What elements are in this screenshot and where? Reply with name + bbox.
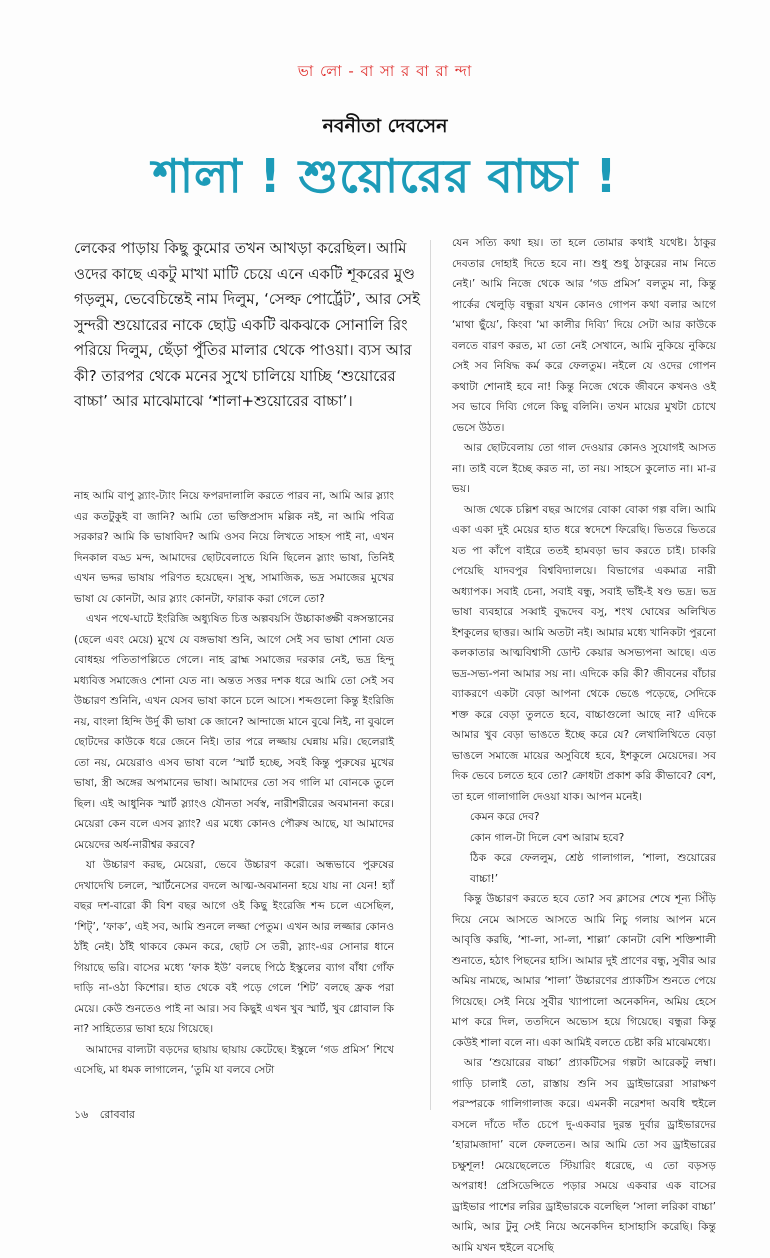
right-paragraph-5: আর ‘শুয়োরের বাচ্চা’ প্র্যাকটিসের গল্পটা আরেকটু লম্বা। গাড়ি চালাই তো, রাস্তায় শুনি সব ড্রাইভারেরা সারাক্ষণ পরস্পরকে গালিগালাজ করে। এমনকী নরেশদা অবধি হুইলে বসলে দাঁতে দাঁত চেপে দু-একবার দুরন্ত দুর্বার ড্রাইভারদের ‘হারামজাদা’ বলে ফেলতেন। আর আমি তো সব ড্রাইভারের চক্ষুশূল! মেয়েছেলেতে স্টিয়ারিং ধরেছে, এ তো বড়সড় অপরাধ! প্রেসিডেন্সিতে পড়ার সময়ে একবার এক বাসের ড্রাইভার পাশের লরির ড্রাইভারকে বলেছিল ‘সালা লরিকা বাচ্চা’ আমি, আর টুনু সেই নিয়ে অনেকদিন হাসাহাসি করেছি। কিন্তু আমি যখন হুইলে বসেছি — [452, 1057, 716, 1254]
intro-text: লেকের পাড়ায় কিছু কুমোর তখন আখড়া করেছিল। আমি ওদের কাছে একটু মাখা মাটি চেয়ে এনে একটি শূকরের মুণ্ড গড়লুম, ভেবেচিন্তেই নাম দিলুম, ‘সেল্ফ পোর্ট্রেট’, আর সেই সুন্দরী শুয়োরের নাকে ছোট্ট একটি ঝকঝকে সোনালি রিং পরিয়ে দিলুম, ছেঁড়া পুঁতির মালার থেকে পাওয়া। ব্যস আর কী? তারপর থেকে মনের সুখে চালিয়ে যাচ্ছি ‘শুয়োরের বাচ্চা’ আর মাঝেমাঝে ‘শালা+শুয়োরের বাচ্চা’। — [74, 239, 420, 410]
column-divider — [430, 240, 431, 1110]
right-dialog-2: কোন গাল-টা দিলে বেশ আরাম হবে? — [470, 831, 625, 844]
author-byline: নবনীতা দেবসেন — [322, 115, 448, 137]
article-headline: শালা ! শুয়োরের বাচ্চা ! — [152, 149, 618, 203]
page-number: ১৬ — [74, 1108, 89, 1121]
intro-paragraph — [74, 236, 430, 415]
page-footer — [74, 1106, 135, 1125]
section-label: ভা লো - বা সা র বা রা ন্দা — [297, 62, 473, 80]
left-column — [74, 486, 394, 1081]
left-paragraph-2: এখন পথে-ঘাটে ইংরিজি অধ্যুষিত চিত্ত অল্পবয়সি উচ্চাকাঙ্ক্ষী বঙ্গসন্তানের (ছেলে এবং মেয়ে) মুখে যে বঙ্গভাষা শুনি, আগে সেই সব ভাষা শোনা যেত বোধহয় পতিতাপল্লিতে গেলে। নাহ ব্রাহ্ম সমাজের দরকার নেই, ভদ্র হিন্দু মধ্যবিত্ত সমাজেও শোনা যেত না। অন্তত সত্তর দশক ধরে আমি তো সেই সব উচ্চারণ শুনিনি, এখন যেসব ভাষা কানে চলে আসে। শব্দগুলো কিন্তু ইংরিজি নয়, বাংলা হিন্দি উর্দু কী ভাষা কে জানে? আন্দাজে মানে বুঝে নিই, না বুঝলে ছোটদের কাউকে ধরে জেনে নিই। তার পরে লজ্জায় ঘেন্নায় মরি। ছেলেরাই তো নয়, মেয়েরাও এসব ভাষা বলে ‘স্মার্ট হচ্ছে, সবই কিন্তু পুরুষের মুখের ভাষা, স্ত্রী অঙ্গের অপমানের ভাষা। আমাদের তো সব গালি মা বোনকে তুলে ছিল। এই আধুনিক স্মার্ট স্ল্যাংও যৌনতা সর্বস্ব, নারীশরীরের অবমাননা করে। মেয়েরা কেন বলে এসব স্ল্যাং? এর মধ্যে কোনও পৌরুষ আছে, যা আমাদের মেয়েদের অর্ধ-নারীশ্বর করবে? — [74, 613, 394, 851]
right-paragraph-2: আর ছোটবেলায় তো গাল দেওয়ার কোনও সুযোগই আসত না। তাই বলে ইচ্ছে করত না, তা নয়। সাহসে কুলোত না। মা-র ভয়। — [452, 442, 716, 495]
right-column — [452, 233, 716, 1258]
publication-name: রোববার — [99, 1108, 135, 1121]
right-paragraph-4: কিন্তু উচ্চারণ করতে হবে তো? সব ক্লাসের শেষে শূন্য সিঁড়ি দিয়ে নেমে আসতে আসতে আমি নিচু গলায় আপন মনে আবৃত্তি করছি, ‘শা-লা, সা-লা, শাল্লা’ কোনটা বেশি শক্তিশালী শুনাতে, হঠাৎ পিছনের হাসি। আমার দুই প্রাণের বন্ধু, সুবীর আর অমিয় নামছে, আমার ‘শালা’ উচ্চারণের প্র্যাকটিস শুনতে পেয়ে গিয়েছে। সেই নিয়ে সুবীর খ্যাপালো অনেকদিন, অমিয় হেসে মাপ করে দিল, ততদিনে অভ্যেস হয়ে গিয়েছে। বন্ধুরা কিন্তু কেউই শালা বলে না। একা আমিই বলতে চেষ্টা করি মাঝেমধ্যে। — [452, 893, 716, 1049]
left-paragraph-1: নাহ আমি বাপু স্ল্যাং-ট্যাং নিয়ে ফপরদালালি করতে পারব না, আমি আর স্ল্যাং এর কতটুকুই বা জানি? আমি তো ভক্তিপ্রসাদ মল্লিক নই, না আমি পবিত্র সরকার? আমি কি ভাষাবিদ? আমি ওসব নিয়ে লিখতে সাহস পাই না, এখন দিনকাল বড্ড মন্দ, আমাদের ছোটবেলাতে যিনি ছিলেন স্ল্যাং ভাষা, তিনিই এখন ভদ্দর ভাষায় পরিণত হয়েছেন। সুস্থ, সামাজিক, ভদ্র সমাজের মুখের ভাষা যে কোনটা, আর স্ল্যাং কোনটা, ফারাক করা গেলে তো? — [74, 490, 394, 605]
right-paragraph-1: যেন সত্যি কথা হয়। তা হলে তোমার কথাই যথেষ্ট। ঠাকুর দেবতার দোহাই দিতে হবে না। শুধু শুধু ঠাকুরের নাম নিতে নেই।’ আমি নিজে থেকে আর ‘গড প্রমিস’ বলতুম না, কিন্তু পার্কের খেলুড়ি বন্ধুরা যখন কোনও গোপন কথা বলার আগে ‘মাথা ছুঁয়ে’, কিংবা ‘মা কালীর দিব্যি’ দিয়ে সেটা আর কাউকে বলতে বারণ করত, মা তো নেই সেখানে, আমি নুকিয়ে নুকিয়ে সেই সব নিষিদ্ধ কর্ম করে ফেলতুম। নইলে যে ওদের গোপন কথাটা শোনাই হবে না! কিন্তু নিজে থেকে জীবনে কখনও ওই সব ভাবে দিব্যি গেলে কিছু বলিনি। তখন মায়ের মুখটা চোখে ভেসে উঠত। — [452, 237, 716, 434]
right-dialog-3: ঠিক করে ফেললুম, শ্রেষ্ঠ গালাগাল, ‘শালা, শুয়োরের বাচ্চা!’ — [470, 852, 716, 885]
right-dialog-1: কেমন করে দেব? — [470, 811, 540, 823]
left-paragraph-4: আমাদের বাল্যটা বড়দের ছায়ায় ছায়ায় কেটেছে। ইস্কুলে ‘গড প্রমিস’ শিখে এসেছি, মা ধমক লাগালেন, ‘তুমি যা বলবে সেটা — [74, 1043, 394, 1076]
left-paragraph-3: যা উচ্চারণ করছ, মেয়েরা, ভেবে উচ্চারণ করো। অন্ধভাবে পুরুষের দেখাদেখি চললে, স্মার্টনেসের বদলে আত্ম-অবমাননা হয়ে যায় না যেন! হ্যাঁ বছর দশ-বারো কী বিশ বছর আগে ওই কিছু ইংরেজি শব্দ চলে এসেছিল, ‘শিট্’, ‘ফাক’, এই সব, আমি শুনলে লজ্জা পেতুম। এখন আর লজ্জার কোনও ঠাঁই নেই। ঠাঁই থাকবে কেমন করে, ছোট সে তরী, স্ল্যাং-এর সোনার ধানে গিয়াছে ভরি। বাসের মধ্যে ‘ফাক ইউ’ বলছে পিঠে ইস্কুলের ব্যাগ বাঁধা গোঁফ দাড়ি না-ওঠা কিশোর। হাত থেকে বই পড়ে গেলে ‘শিট’ বলছে ফ্রক পরা মেয়ে। কেউ শুনতেও পাই না আর। সব কিছুই এখন খুব স্মার্ট, খুব গ্লোবাল কি না? সাহিত্যের ভাষা হয়ে গিয়েছে। — [74, 859, 394, 1035]
right-paragraph-3: আজ থেকে চল্লিশ বছর আগের বোকা বোকা গল্প বলি। আমি একা একা দুই মেয়ের হাত ধরে স্বদেশে ফিরেছি। ভিতরে ভিতরে যত পা কাঁপে বাইরে ততই হামবড়া ভাব করতে চাই। চাকরি পেয়েছি যাদবপুর বিশ্ববিদ্যালয়ে। বিভাগের একমাত্র নারী অধ্যাপক। সবাই চেনা, সবাই বন্ধু, সবাই ভাঁই-ই ষণ্ড ভদ্র। ভদ্র ভাষা ব্যবহারে সব্বাই বুদ্ধদেব বসু, শংখ ঘোষের অলিখিত ইশকুলের ছাত্তর। আমি অতটা নই। আমার মধ্যে খানিকটা পুরনো কলকাতার আত্মবিশ্বাসী ডোন্ট কেয়ার অসভ্যপনা আছে। এত ভদ্র-সভ্য-পনা আমার সয় না। এদিকে করি কী? জীবনের বাঁচার ব্যাকরণে একটা বেড়া আপনা থেকে ভেঙে পড়েছে, সেদিকে শক্ত করে বেড়া তুলতে হবে, বাচ্চাগুলো আছে না? এদিকে আমার খুব বেড়া ভাঙতে ইচ্ছে করে যে? লেখালিখিতে বেড়া ভাঙলে সমাজে মায়ের অসুবিধে হবে, ইশকুলে মেয়েদের। সব দিক ভেবে চলতে হবে তো? ক্রোধটা প্রকাশ করি কীভাবে? বেশ, তা হলে গালাগালি দেওয়া যাক। আপন মনেই। — [452, 503, 716, 803]
